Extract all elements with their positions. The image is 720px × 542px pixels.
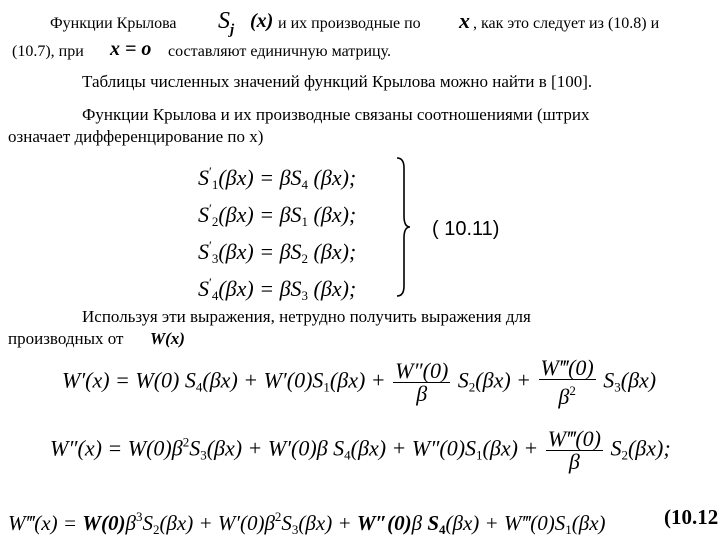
para2: Таблицы численных значений функций Крылова можно найти в [100]. bbox=[82, 72, 593, 91]
symbol-sj bbox=[218, 8, 234, 43]
symbol-s: S bbox=[218, 8, 230, 34]
condition-x-o: x = o bbox=[110, 38, 152, 60]
equation-w-double-prime: $W''(x) = W(0)\beta^2S_3(\beta x) + W'(0)\beta$ $S_4(\beta x) + W''(0)S_1(\beta x)$ + $\frac{W‴(0)}{\beta}$ $S_2(\beta x)$; bbox=[50, 426, 671, 474]
para1-lead: Функции Крылова bbox=[50, 15, 177, 32]
para4-line1: Используя эти выражения, нетрудно получить выражения для bbox=[82, 307, 531, 326]
para1-mid: и их производные по bbox=[278, 15, 421, 32]
para3-line1: Функции Крылова и их производные связаны соотношениями (штрих bbox=[82, 105, 590, 124]
relation-row-3: $S'_3(\beta x) = \beta S_2$ (βx); bbox=[198, 238, 357, 266]
para1-line2-start: (10.7), при bbox=[12, 43, 84, 60]
equation-w-prime: W′(x) = W(0) $S_4(\beta x) + W'(0)S_1(\beta x)$ + $\frac{W''(0)}{\beta}$ $S_2(\beta x)$ + $\frac{W‴(0)}{\beta^2}$ $S_3(\beta x)$ bbox=[62, 355, 657, 409]
relation-row-2: $S'_2(\beta x) = \beta S_1$ (βx); bbox=[198, 201, 357, 229]
symbol-x: x bbox=[459, 8, 470, 33]
equation-label-10-12: (10.12 bbox=[664, 505, 719, 529]
right-brace bbox=[394, 156, 412, 298]
equation-w-triple-prime: W‴(x) = $W(0)\beta^3S_2(\beta x) + W'(0)\beta^2S_3(\beta x) + W''(0)\beta$ $S_4(\beta x)$ + $W‴(0)S_1(\beta x)$ bbox=[8, 509, 606, 537]
relation-row-4: $S'_4(\beta x) = \beta S_3$ (βx); bbox=[198, 275, 357, 303]
symbol-sub: j bbox=[230, 21, 235, 38]
para1-tail: , как это следует из (10.8) и bbox=[473, 15, 660, 32]
para3-line2: означает дифференцирование по x) bbox=[8, 127, 264, 146]
relation-row-1: $S'_1(\beta x) = \beta S_4$ (βx); bbox=[198, 164, 357, 192]
symbol-arg: (x) bbox=[250, 10, 274, 32]
para4-line2-start: производных от bbox=[8, 329, 124, 348]
para4-symbol-w: W(x) bbox=[150, 329, 185, 348]
para1-line2-end: составляют единичную матрицу. bbox=[168, 43, 392, 60]
equation-label-10-11: ( 10.11) bbox=[432, 218, 500, 240]
